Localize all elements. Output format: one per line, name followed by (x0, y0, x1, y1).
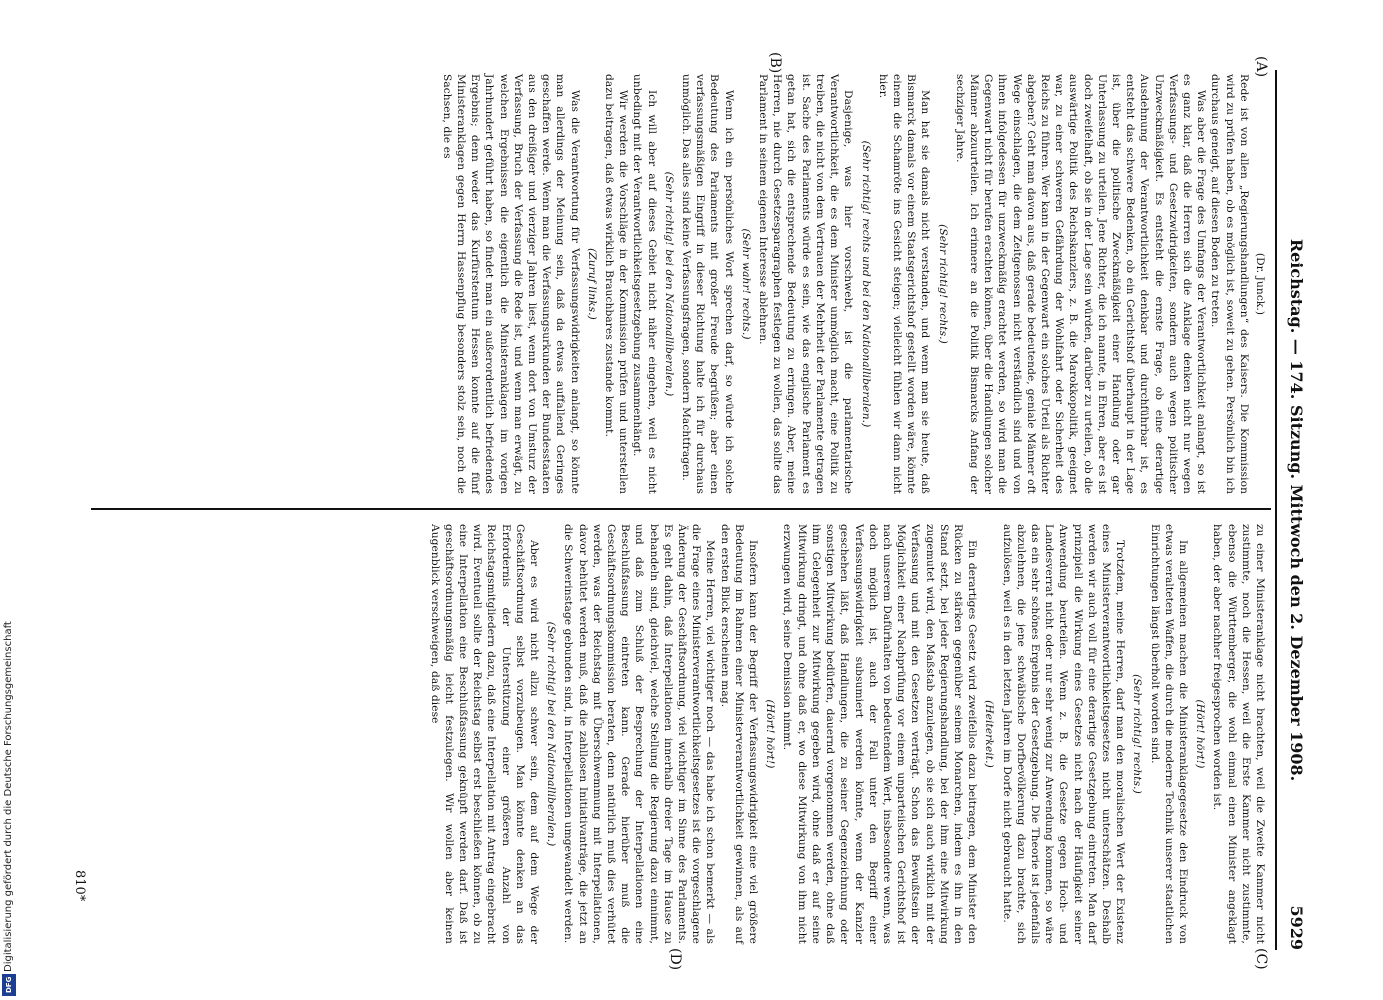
page-header (1278, 70, 1308, 950)
remark: (Sehr richtig! bei den Nationalliberalen.) (545, 621, 558, 847)
credit-sidebar (0, 0, 18, 1000)
remark: (Hört! hört!) (1194, 699, 1207, 769)
remark: (Sehr wahr! rechts.) (739, 228, 752, 340)
paragraph: Rede ist von allen „Regierungshandlungen“ des Kaisers. Die Kommission wird zu prüfen haben, ob es möglich ist, soweit zu gehen. Persönlich bin ich durchaus geneigt, auf diesen Boden zu treten. (1209, 74, 1250, 494)
paragraph: Wir werden die Vorschläge in der Kommission prüfen und unterstellen dazu beitragen, daß etwas wirklich Brauchbares zustande kommt. (603, 74, 630, 494)
remark: (Sehr richtig! rechts.) (1131, 674, 1144, 794)
paragraph: Ein derartiges Gesetz wird zweifellos dazu beitragen, dem Minister den Rücken zu stärken gegenüber seinem Monarchen, indem es ihn in den Stand setzt, bei jeder Regierungshandlung, bei der ihm eine Mitwirkung zugemutet wird, den Maßstab anzulegen, ob sie sich auch wirklich mit der Verfassung und mit den Gesetzen verträgt. Schon das Bewußtsein der Möglichkeit einer Nachprüfung vor einem unparteiischen Gerichtshof ist nach unserem Dafürhalten von bedeutendem Wert, insbesondere wenn, was doch möglich ist, auch der Fall unter den Begriff einer Verfassungswidrigkeit subsumiert werden könnte, wenn der Kanzler geschehen läßt, daß Handlungen, die zu seiner Gegenzeichnung oder sonstigen Mitwirkung bedürfen, dauernd vorgenommen werden, ohne daß ihm Gelegenheit zur Mitwirkung gegeben wird, ohne daß er auf seine Mitwirkung dringt, und ohne daß er, wo diese Mitwirkung von ihm nicht erzwungen wird, seine Demission nimmt. (781, 524, 979, 944)
paragraph: zu einer Ministeranklage nicht brachten, weil die Zweite Kammer nicht zustimmte, noch die Hessen, weil die Erste Kammer nicht zustimmte, ebenso die Württemberger, die wohl einmal einen Minister angeklagt haben, der aber nachher freigesprochen worden ist. (1211, 524, 1266, 944)
paragraph: Ich will aber auf dieses Gebiet nicht näher eingehen, weil es nicht unbedingt mit der Verantwortlichkeitsgesetzgebung zusammenhängt. (631, 74, 658, 494)
credit-text: Digitalisierung gefördert durch die Deutsche Forschungsgemeinschaft (3, 621, 14, 972)
remark: (Sehr richtig! rechts.) (936, 224, 949, 344)
paragraph: Insofern kann der Begriff der Verfassungswidrigkeit eine viel größere Bedeutung im Rahmen einer Ministerverantwortlichkeit gewinnen, als auf den ersten Blick erscheinen mag. (718, 524, 760, 944)
right-column (427, 524, 1267, 944)
margin-marker-d: (D) (667, 948, 683, 971)
page-number: 5929 (1287, 905, 1306, 950)
paragraph: Wenn ich ein persönliches Wort sprechen darf, so würde ich solche Bedeutung des Parlaments mit großer Freude begrüßen; aber einen verfassungsmäßigen Eingriff in dieser Richtung halte ich für durchaus unmöglich. Das alles sind keine Verfassungsfragen, sondern Machtfragen. (680, 74, 735, 494)
paragraph: Man hat sie damals nicht verstanden, und wenn man sie heute, daß Bismarck damals vor einem Staatsgerichtshof gestellt worden wäre, könnte einem die Schamröte ins Gesicht steigen; vielleicht fühlen wir dann nicht hier. (876, 74, 932, 494)
paragraph: Im allgemeinen machen die Ministeranklagegesetze den Eindruck von etwas veralteten Waffen, die durch die moderne Technik unserer staatlichen Einrichtungen längst überholt worden sind. (1148, 524, 1189, 944)
remark: (Sehr richtig! bei den Nationalliberalen.) (662, 171, 675, 397)
header-rule (1275, 70, 1277, 950)
remark: (Heiterkeit.) (983, 700, 996, 768)
speaker-name: (Dr. Junck.) (1254, 252, 1266, 316)
dfg-logo-icon: DFG (2, 974, 16, 996)
remark: (Sehr richtig! rechts und bei den Nationalliberalen.) (859, 140, 872, 428)
paragraph: Was aber die Frage des Umfangs der Verantwortlichkeit anlangt, so ist es ganz klar, daß die Herren sich die Anklage denken nicht nur wegen Verfassungs- und Gesetzwidrigkeiten, sondern auch wegen politischer Unzweckmäßigkeit. Es entsteht die ernste Frage, ob eine derartige Ausdehnung der Verantwortlichkeit denkbar und durchführbar ist, es entsteht das schwere Bedenken, ob ein Gerichtshof überhaupt in der Lage ist, über die politische Zweckmäßigkeit einer Handlung oder gar Unterlassung zu urteilen. Jene Richter, die ich nannte, in Ehren, aber es ist doch zweifelhaft, ob sie in der Lage sein würden, darüber zu urteilen, ob die auswärtige Politik des Reichskanzlers, z. B. die Marokkopolitik, geeignet war, zu einer schweren Gefährdung der Wohlfahrt oder Sicherheit des Reichs zu führen. Wer kann in der Gegenwart ein solches Urteil als Richter abgeben? Geht man davon aus, daß gerade bedeutende, geniale Männer oft Wege einschlagen, die dem Zeitgenossen nicht verständlich sind und von ihnen infolgedessen für unzweckmäßig erachtet werden, so wird man die Gegenwart nicht für berufen erachten können, über die Handlungen solcher Männer abzuurteilen. Ich erinnere an die Politik Bismarcks Anfang der sechziger Jahre. (953, 74, 1208, 494)
remark: (Hört! hört!) (764, 699, 777, 769)
margin-marker-b: (B) (767, 52, 783, 74)
left-column (440, 74, 1267, 494)
page-footer-signature: 810* (72, 870, 87, 902)
paragraph: Dasjenige, was hier vorschwebt, ist die parlamentarische Verantwortlichkeit, die es dem Minister unmöglich macht, eine Politik zu treiben, die nicht von dem Vertrauen der Mehrheit der Parlamente getragen ist. Sache des Parlaments würde es sein, wie das englische Parlament es getan hat, sich die entsprechende Bedeutung zu erringen. Aber, meine Herren, nie durch Gesetzesparagraphen festlegen zu wollen, das sollte das Parlament in seinem eigenen Interesse ablehnen. (757, 74, 855, 494)
remark: (Zuruf links.) (585, 248, 598, 320)
margin-marker-a: (A) (1253, 56, 1269, 78)
paragraph: Aber es wird nicht allzu schwer sein, dem auf dem Wege der Geschäftsordnung selbst vorzubeugen. Man könnte denken an das Erfordernis der Unterstützung einer größeren Anzahl von Reichstagsmitgliedern dazu, daß eine Interpellation mit Antrag eingebracht wird. Eventuell sollte der Reichstag selbst erst beschließen können, ob zu eine Interpellation eine Beschlußfassung geknüpft werden darf. Daß ist geschäftsordnungsmäßig leicht festzulegen. Wir wollen aber keinen Augenblick verschweigen, daß diese (428, 524, 541, 944)
column-divider (91, 508, 1271, 510)
margin-marker-c: (C) (1253, 948, 1269, 970)
header-title: Reichstag. — 174. Sitzung. Mittwoch den 2. Dezember 1908. (1287, 238, 1306, 782)
paragraph: Trotzdem, meine Herren, darf man den moralischen Wert der Existenz eines Ministerverantwortlichkeitsgesetzes nicht unterschätzen. Deshalb werden wir auch voll für eine derartige Gesetzgebung eintreten. Man darf prinzipiell die Wirkung eines Gesetzes nicht nach der Häufigkeit seiner Anwendung beurteilen. Wenn z. B. die Gesetze gegen Hoch- und Landesverrat nicht oder nur sehr wenig zur Anwendung kommen, so wäre das ein sehr schönes Ergebnis der Gesetzgebung. Die Theorie ist jedenfalls abzulehnen, die jene schwäbische Dorfbevölkerung dazu brachte, sich aufzulösen, weil es in den letzten Jahren im Dorfe nicht gebraucht hatte. (1000, 524, 1127, 944)
paragraph: Was die Verantwortung für Verfassungswidrigkeiten anlangt, so könnte man allerdings der Meinung sein, daß da etwas auffallend Geringes geschaffen werde. Wenn man die Verfassungsurkunden der Bundesstaaten aus den dreißiger und vierziger Jahren liest, wenn dort von Umsturz der Verfassung, Bruch der Verfassung die Rede ist, und wenn man erwägt, zu welchen Ergebnissen die eigentlich die Ministeranklagen im vorigen Jahrhundert geführt haben, so findet man ein außerordentlich befriedendes Ergebnis; denn weder das Kurfürstentum Hessen konnte auf die fünf Ministeranklagen gegen Herrn Hassenpflug besonders stolz sein, noch die Sachsen, die es (440, 74, 581, 494)
paragraph: Meine Herren, viel wichtiger noch — das habe ich schon bemerkt — als die Frage eines Ministerverantwortlichkeitsgesetzes ist die vorgeschlagene Änderung der Geschäftsordnung, viel wichtiger im Sinne des Parlaments. Es geht dahin, daß Interpellationen innerhalb dreier Tage im Hause zu behandeln sind, gleichviel, welche Stellung die Regierung dazu einnimmt, und daß zum Schluß der Besprechung der Interpellationen eine Beschlußfassung eintreten kann. Gerade hierüber muß die Geschäftsordnungskommission beraten, denn natürlich muß dies verhütet werden, was der Reichstag mit Überschwemmung mit Interpellationen, davor behütet werden muß, daß die zahllosen Initiativanträge, die jetzt an die Schwerinstage gebunden sind, in Interpellationen umgewandelt werden. (562, 524, 717, 944)
